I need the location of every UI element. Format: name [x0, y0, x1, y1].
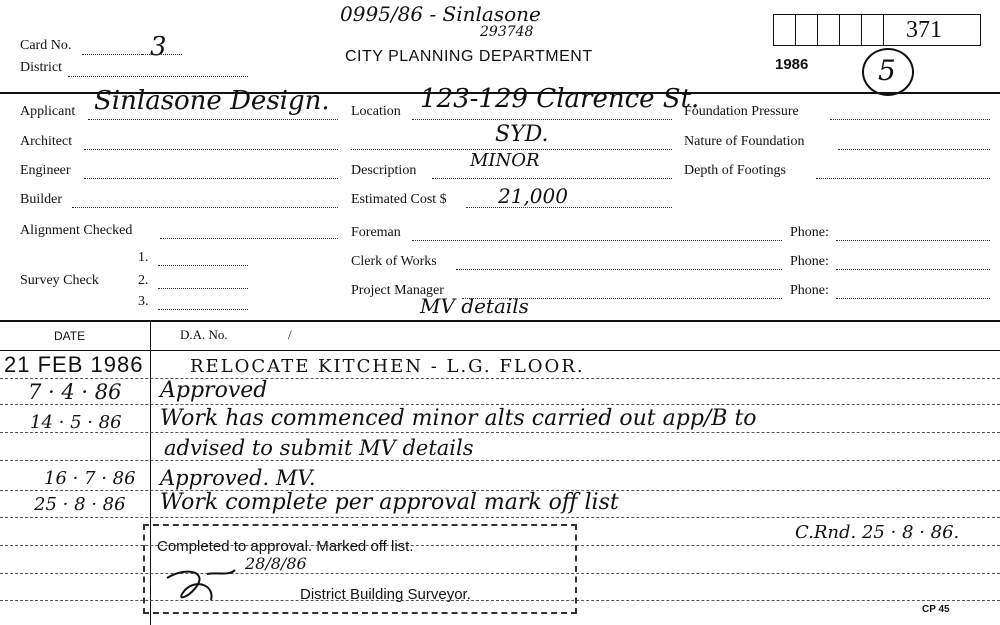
year: 1986	[775, 56, 809, 73]
log-date: 16 · 7 · 86	[44, 468, 136, 489]
card-number-box-5	[861, 14, 885, 46]
depth-of-footings-label: Depth of Footings	[684, 163, 786, 178]
signature-icon	[163, 560, 243, 608]
form-code: CP 45	[922, 604, 950, 615]
card-number: 371	[906, 17, 942, 43]
clerk-phone-label: Phone:	[790, 254, 829, 269]
project-manager-label: Project Manager	[351, 283, 444, 298]
log-entry: Approved. MV.	[160, 466, 316, 490]
completion-stamp	[143, 524, 577, 614]
log-date: 25 · 8 · 86	[34, 494, 126, 515]
card-number-box	[883, 14, 981, 46]
survey-check-2: 2.	[138, 273, 149, 288]
builder-label: Builder	[20, 192, 62, 207]
foreman-phone-label: Phone:	[790, 225, 829, 240]
applicant-label: Applicant	[20, 104, 76, 119]
clerk-of-works-label: Clerk of Works	[351, 254, 437, 269]
district-label: District	[20, 60, 62, 75]
log-date: 21 FEB 1986	[4, 352, 144, 377]
stamp-completed-text: Completed to approval. Marked off list.	[157, 538, 414, 555]
alignment-checked-label: Alignment Checked	[20, 223, 133, 238]
foundation-pressure-label: Foundation Pressure	[684, 104, 799, 119]
log-date: 7 · 4 · 86	[28, 380, 122, 404]
card-no-label: Card No.	[20, 38, 72, 53]
card-number-box-4	[839, 14, 863, 46]
description-label: Description	[351, 163, 417, 178]
card-number-box-3	[817, 14, 841, 46]
location-value-line2: SYD.	[495, 122, 549, 147]
survey-check-3: 3.	[138, 294, 149, 309]
card-no-value: 3	[150, 32, 167, 62]
estimated-cost-value: 21,000	[498, 184, 568, 208]
circled-number: 5	[878, 54, 896, 87]
engineer-label: Engineer	[20, 163, 71, 178]
foreman-label: Foreman	[351, 225, 401, 240]
stamp-surveyor-text: District Building Surveyor.	[300, 586, 471, 603]
log-date: 14 · 5 · 86	[30, 412, 122, 433]
card-number-box-2	[795, 14, 819, 46]
department-title: CITY PLANNING DEPARTMENT	[345, 48, 593, 65]
project-manager-value: MV details	[420, 294, 529, 318]
log-entry: Work complete per approval mark off list	[160, 490, 619, 515]
project-manager-phone-label: Phone:	[790, 283, 829, 298]
nature-of-foundation-label: Nature of Foundation	[684, 134, 805, 149]
survey-check-1: 1.	[138, 250, 149, 265]
description-value: MINOR	[470, 150, 540, 171]
survey-check-label: Survey Check	[20, 273, 99, 288]
log-entry: Approved	[160, 378, 268, 403]
estimated-cost-label: Estimated Cost $	[351, 192, 447, 207]
da-number-header: D.A. No.	[180, 327, 228, 342]
signoff-initials: C.Rnd. 25 · 8 · 86.	[795, 522, 960, 543]
location-label: Location	[351, 104, 401, 119]
log-entry: advised to submit MV details	[164, 436, 474, 460]
date-column-header: DATE	[54, 329, 86, 343]
log-entry: RELOCATE KITCHEN - L.G. FLOOR.	[190, 356, 585, 377]
architect-label: Architect	[20, 134, 73, 149]
applicant-value: Sinlasone Design.	[94, 86, 330, 116]
circled-number-ring	[862, 48, 914, 96]
card-number-box-1	[773, 14, 797, 46]
handwritten-reference: 0995/86 - Sinlasone	[340, 2, 541, 26]
stamp-initials-date: 28/8/86	[245, 554, 307, 573]
da-number-slash: /	[288, 327, 292, 342]
location-value: 123-129 Clarence St.	[420, 84, 700, 114]
log-entry: Work has commenced minor alts carried out app/B to	[160, 406, 757, 431]
handwritten-reference-number: 293748	[480, 24, 534, 40]
